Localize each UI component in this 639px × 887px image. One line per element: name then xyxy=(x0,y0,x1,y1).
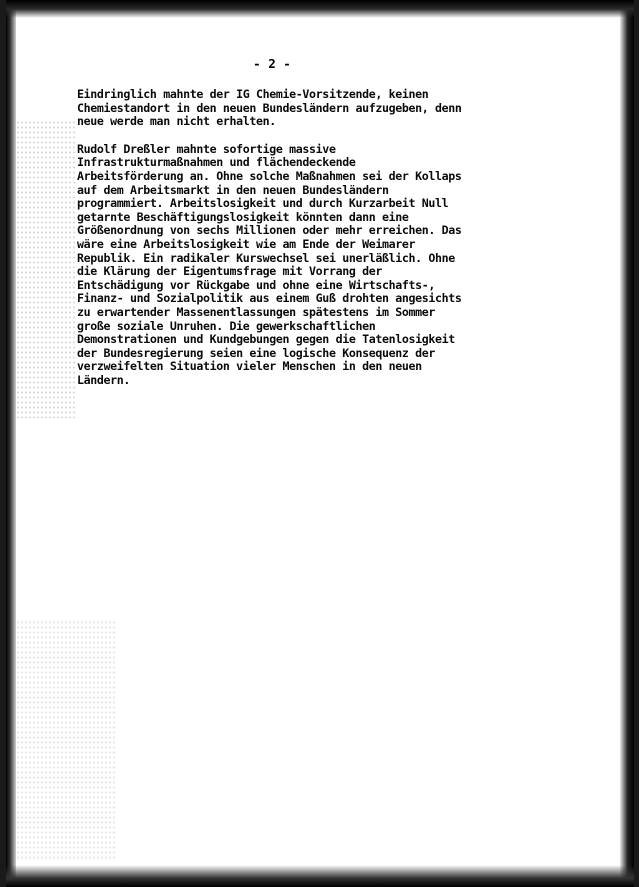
text-line: Rudolf Dreßler mahnte sofortige massive xyxy=(77,141,336,156)
paragraph xyxy=(77,143,597,388)
text-line: Entschädigung vor Rückgabe und ohne eine Wirtschafts-, xyxy=(77,277,436,292)
page-number: - 2 - xyxy=(253,56,291,71)
text-line: auf dem Arbeitsmarkt in den neuen Bundesländern xyxy=(77,182,389,197)
text-line: Arbeitsförderung an. Ohne solche Maßnahmen sei der Kollaps xyxy=(77,168,462,183)
text-line: Ländern. xyxy=(77,372,131,387)
text-line: wäre eine Arbeitslosigkeit wie am Ende der Weimarer xyxy=(77,236,416,251)
text-line: Demonstrationen und Kundgebungen gegen die Tatenlosigkeit xyxy=(77,332,455,347)
text-line: große soziale Unruhen. Die gewerkschaftlichen xyxy=(77,318,376,333)
text-line: Infrastrukturmaßnahmen und flächendeckende xyxy=(77,155,356,170)
text-line: Chemiestandort in den neuen Bundesländern aufzugeben, denn xyxy=(77,100,462,115)
scan-edge-bottom xyxy=(6,865,634,887)
scan-edge-top xyxy=(6,0,634,18)
text-line: die Klärung der Eigentumsfrage mit Vorrang der xyxy=(77,264,382,279)
text-line: Republik. Ein radikaler Kurswechsel sei unerläßlich. Ohne xyxy=(77,250,455,265)
text-line: neue werde man nicht erhalten. xyxy=(77,114,276,129)
text-line: getarnte Beschäftigungslosigkeit könnten dann eine xyxy=(77,209,409,224)
scan-edge-right xyxy=(620,0,634,887)
text-line: zu erwartender Massenentlassungen spätestens im Sommer xyxy=(77,304,436,319)
document-page xyxy=(6,0,634,887)
scan-noise xyxy=(16,120,76,420)
text-line: verzweifelten Situation vieler Menschen in den neuen xyxy=(77,359,422,374)
scan-noise xyxy=(16,620,116,860)
text-line: Eindringlich mahnte der IG Chemie-Vorsitzende, keinen xyxy=(77,87,429,101)
body-text xyxy=(77,88,597,401)
text-line: Größenordnung von sechs Millionen oder mehr erreichen. Das xyxy=(77,223,462,238)
scan-edge-left xyxy=(6,0,16,887)
paragraph xyxy=(77,88,597,129)
text-line: programmiert. Arbeitslosigkeit und durch Kurzarbeit Null xyxy=(77,196,449,211)
text-line: der Bundesregierung seien eine logische Konsequenz der xyxy=(77,345,436,360)
text-line: Finanz- und Sozialpolitik aus einem Guß drohten angesichts xyxy=(77,291,462,306)
